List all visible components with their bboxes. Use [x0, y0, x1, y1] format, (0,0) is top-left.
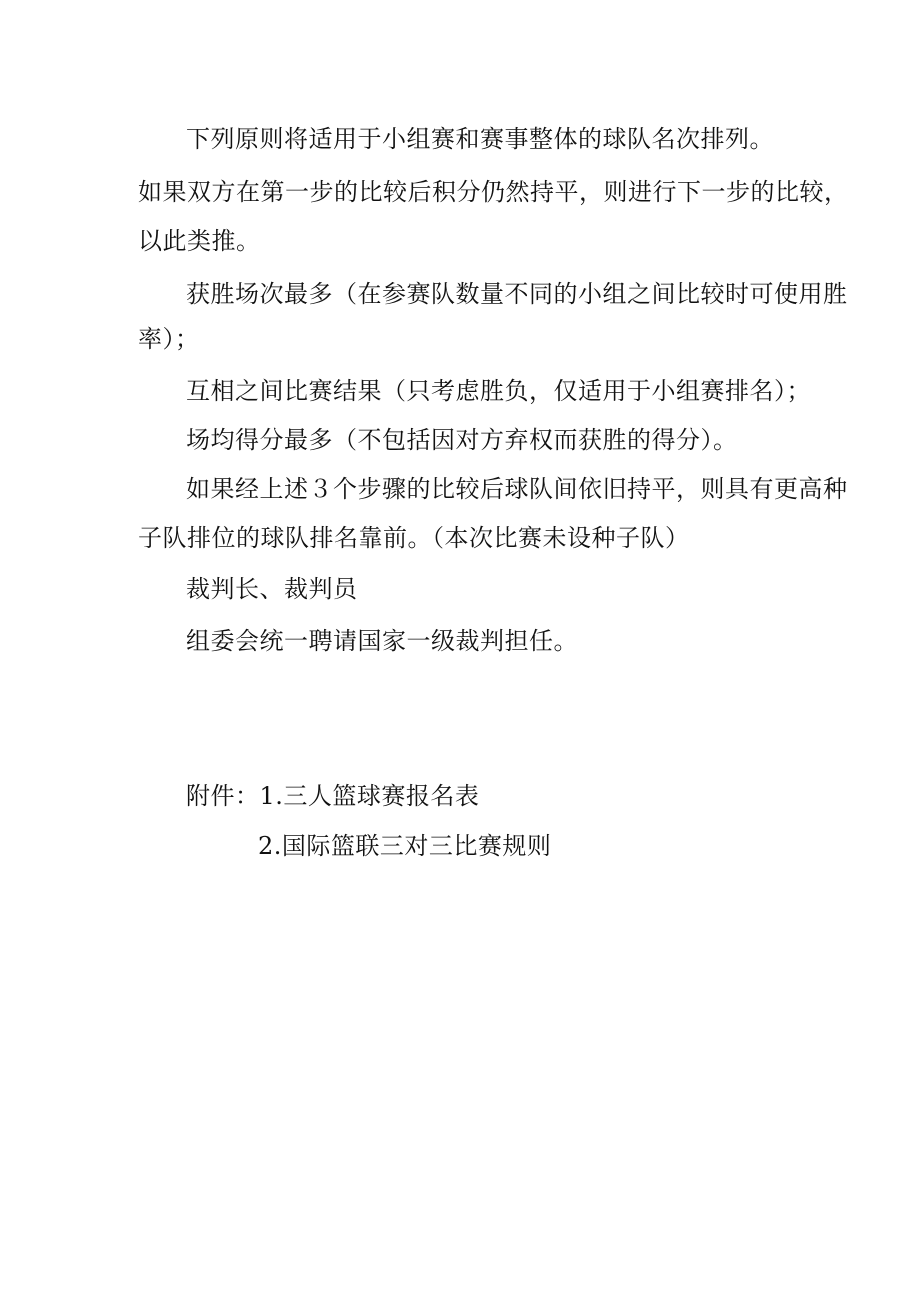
- paragraph-seeding-line2: 子队排位的球队排名靠前。（本次比赛未设种子队）: [138, 524, 690, 552]
- section-heading-referees: 裁判长、裁判员: [186, 575, 358, 603]
- paragraph-tiebreak-line1: 如果双方在第一步的比较后积分仍然持平，则进行下一步的比较，: [138, 178, 849, 206]
- paragraph-ranking-principle: 下列原则将适用于小组赛和赛事整体的球队名次排列。: [186, 125, 774, 153]
- paragraph-head-to-head: 互相之间比赛结果（只考虑胜负，仅适用于小组赛排名）；: [186, 377, 811, 405]
- attachment-item-2: 2.国际篮联三对三比赛规则: [258, 832, 552, 860]
- attachment-item-1: 附件：1.三人篮球赛报名表: [186, 782, 480, 810]
- paragraph-referee-appointment: 组委会统一聘请国家一级裁判担任。: [186, 627, 578, 655]
- paragraph-most-wins-line2: 率）；: [138, 325, 200, 353]
- paragraph-most-wins-line1: 获胜场次最多（在参赛队数量不同的小组之间比较时可使用胜: [186, 280, 848, 308]
- paragraph-avg-points: 场均得分最多（不包括因对方弃权而获胜的得分）。: [186, 426, 738, 454]
- paragraph-tiebreak-line2: 以此类推。: [138, 227, 261, 255]
- paragraph-seeding-line1: 如果经上述３个步骤的比较后球队间依旧持平，则具有更高种: [186, 475, 848, 503]
